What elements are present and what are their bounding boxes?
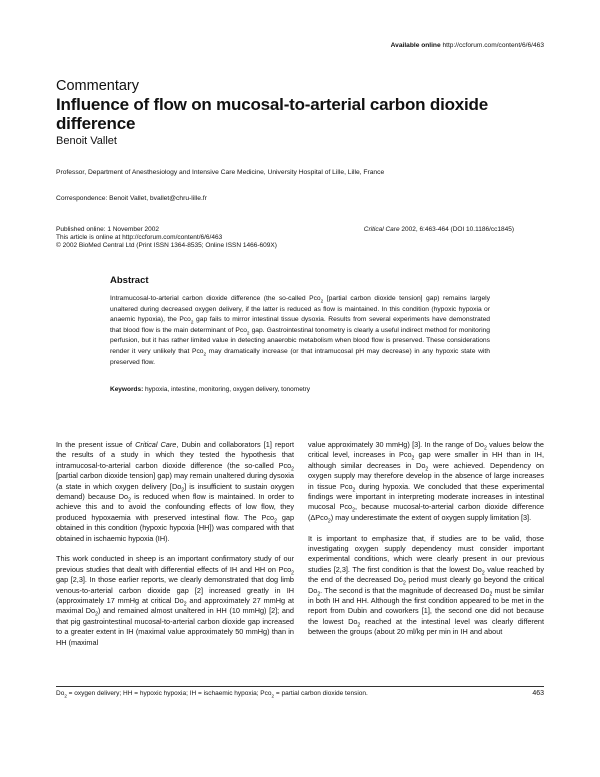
- paragraph: This work conducted in sheep is an important confirmatory study of our previous studies that dealt with differential effects of IH and HH on Pco$_2$ gap [2,3]. In those earlier reports, we clearly demonstrated that dog limb venous-to-arterial carbon dioxide gap [2] increased greatly in IH (approximately 17 mmHg at critical $Do_2$ and approximately 27 mmHg at maximal $Do_2$) and remained almost unaltered in HH (10 mmHg) [2]; and that pig gastrointestinal mucosal-to-arterial carbon dioxide gap increased to a greater extent in IH (maximal value approximately 50 mmHg) than in HH (maximal: [56, 554, 295, 647]
- body-column-left: [56, 440, 294, 659]
- citation-details: 2002, 6:463-464 (DOI 10.1186/cc1845): [401, 226, 514, 233]
- keywords: [110, 386, 510, 393]
- publication-info: [56, 226, 277, 250]
- paragraph: In the present issue of Critical Care, Dubin and collaborators [1] report the results of a study in which they tested the hypothesis that intramucosal-to-arterial carbon dioxide difference (the so-called Pco$_2$ [partial carbon dioxide tension] gap) may remain unaltered during dysoxia (a state in which oxygen delivery $[Do_2]$ is insufficient to sustain oxygen demand) because $Do_2$ is reduced when flow is maintained. In order to achieve this and to avoid the confounding effects of low flow, they produced hypoxaemia with preserved intestinal flow. The Pco$_2$ gap obtained in this condition (hypoxic hypoxia [HH]) was compared with that obtained in ischaemic hypoxia (IH).: [56, 440, 295, 543]
- author-name: Benoit Vallet: [56, 135, 117, 147]
- keywords-label: Keywords:: [110, 386, 144, 393]
- abstract-heading: Abstract: [110, 275, 149, 286]
- affiliation: Professor, Department of Anesthesiology and Intensive Care Medicine, University Hospital of Lille, Lille, France: [56, 169, 385, 176]
- abbreviations-footnote: $Do_2$ = oxygen delivery; HH = hypoxic hypoxia; IH = ischaemic hypoxia; Pco$_2$ = partial carbon dioxide tension.: [56, 690, 368, 699]
- citation-journal: Critical Care: [363, 226, 400, 233]
- availability-line: [391, 42, 544, 49]
- paragraph: value approximately 30 mmHg) [3]. In the range of $Do_2$ values below the critical level, increases in Pco$_2$ gap were smaller in HH than in IH, although similar decreases in $Do_2$ were achieved. Dependency on oxygen supply may therefore develop in the absence of large increases in tissue Pco$_2$ during hypoxia. We concluded that these experimental findings were important in interpreting moderate increases in intestinal mucosal Pco$_2$, because mucosal-to-arterial carbon dioxide difference (ΔPco$_2$) may underestimate the extent of oxygen supply limitation [3].: [308, 440, 545, 525]
- paragraph: It is important to emphasize that, if studies are to be valid, those investigating oxygen supply dependency must consider important experimental conditions, which were clearly present in our previous studies [2,3]. The first condition is that the lowest $Do_2$ value reached by the end of the decreased $Do_2$ period must clearly go beyond the critical $Do_2$. The second is that the magnitude of decreased $Do_2$ must be similar in both IH and HH. Although the first condition appeared to be met in the report from Dubin and coworkers [1], the second one did not because the lowest $Do_2$ reached at the intestinal level was clearly different between the groups (about 20 ml/kg per min in IH and about: [308, 533, 545, 637]
- footnote-divider: [56, 686, 544, 687]
- page-number: 463: [532, 690, 544, 697]
- correspondence: Correspondence: Benoit Vallet, bvallet@chru-lille.fr: [56, 195, 207, 202]
- available-url[interactable]: http://ccforum.com/content/6/6/463: [442, 42, 544, 49]
- keywords-list: hypoxia, intestine, monitoring, oxygen delivery, tonometry: [145, 386, 311, 393]
- abstract-body: Intramucosal-to-arterial carbon dioxide difference (the so-called Pco$_2$ [partial carbon dioxide tension] gap) remains largely unaltered during decreased oxygen delivery, if the latter is reduced as flow is maintained. In this condition (hypoxic hypoxia or anaemic hypoxia), the Pco$_2$ gap fails to mirror intestinal tissue dysoxia. Results from several experiments have demonstrated that blood flow is the main determinant of Pco$_2$ gap. Gastrointestinal tonometry is clearly a useful indirect method for monitoring perfusion, but it has rather limited value in detecting anaerobic metabolism when blood flow is preserved. These considerations render it very unlikely that Pco$_2$ may dramatically increase (or that intramucosal pH may decrease) in any hypoxic state with preserved flow.: [110, 295, 491, 366]
- copyright: © 2002 BioMed Central Ltd (Print ISSN 1364-8535; Online ISSN 1466-609X): [56, 242, 277, 249]
- section-label: Commentary: [56, 78, 139, 94]
- online-at: This article is online at http://ccforum.com/content/6/6/463: [56, 234, 223, 241]
- body-column-right: [308, 440, 544, 648]
- available-label: Available online: [390, 42, 441, 49]
- article-title: Influence of flow on mucosal-to-arterial carbon dioxide difference: [56, 95, 488, 133]
- citation: [364, 226, 514, 233]
- published-date: Published online: 1 November 2002: [56, 226, 159, 233]
